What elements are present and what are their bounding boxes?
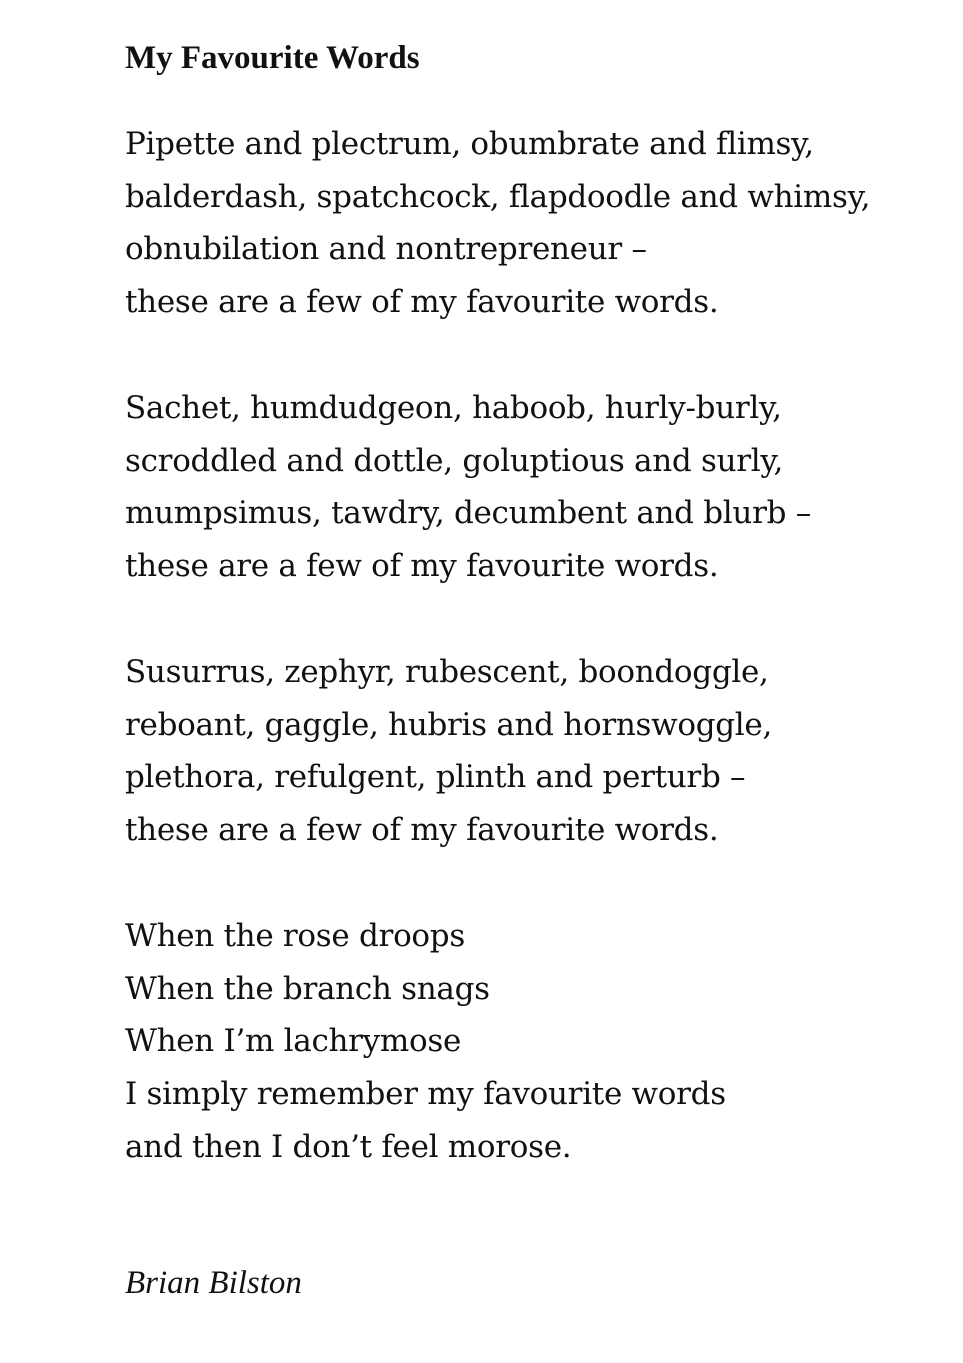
poem-line: these are a few of my favourite words. [125,284,719,321]
stanza-3 [125,646,772,857]
stanza-2 [125,382,811,593]
poem-line: Susurrus, zephyr, rubescent, boondoggle, [125,654,769,690]
poem-line: When the rose droops [125,918,465,954]
poem-line: scroddled and dottle, goluptious and surly, [125,442,784,479]
poem-line: When the branch snags [125,970,490,1007]
stanza-1 [125,118,870,329]
poem-line: mumpsimus, tawdry, decumbent and blurb – [125,495,811,532]
poem-line: these are a few of my favourite words. [125,548,719,585]
poem-line: reboant, gaggle, hubris and hornswoggle, [125,706,773,743]
poem-line: and then I don’t feel morose. [125,1128,572,1165]
poem-title: My Favourite Words [125,40,420,76]
stanza-4 [125,910,726,1174]
poem-line: When I’m lachrymose [125,1023,462,1060]
poem-line: obnubilation and nontrepreneur – [125,231,647,268]
poem-line: Sachet, humdudgeon, haboob, hurly-burly, [125,390,782,426]
poem-line: these are a few of my favourite words. [125,812,719,849]
poem-line: plethora, refulgent, plinth and perturb – [125,759,746,796]
poem-line: Pipette and plectrum, obumbrate and flimsy, [125,126,814,162]
poem-line: I simply remember my favourite words [125,1076,726,1113]
poem-author: Brian Bilston [125,1265,302,1301]
poem-line: balderdash, spatchcock, flapdoodle and whimsy, [125,178,871,215]
